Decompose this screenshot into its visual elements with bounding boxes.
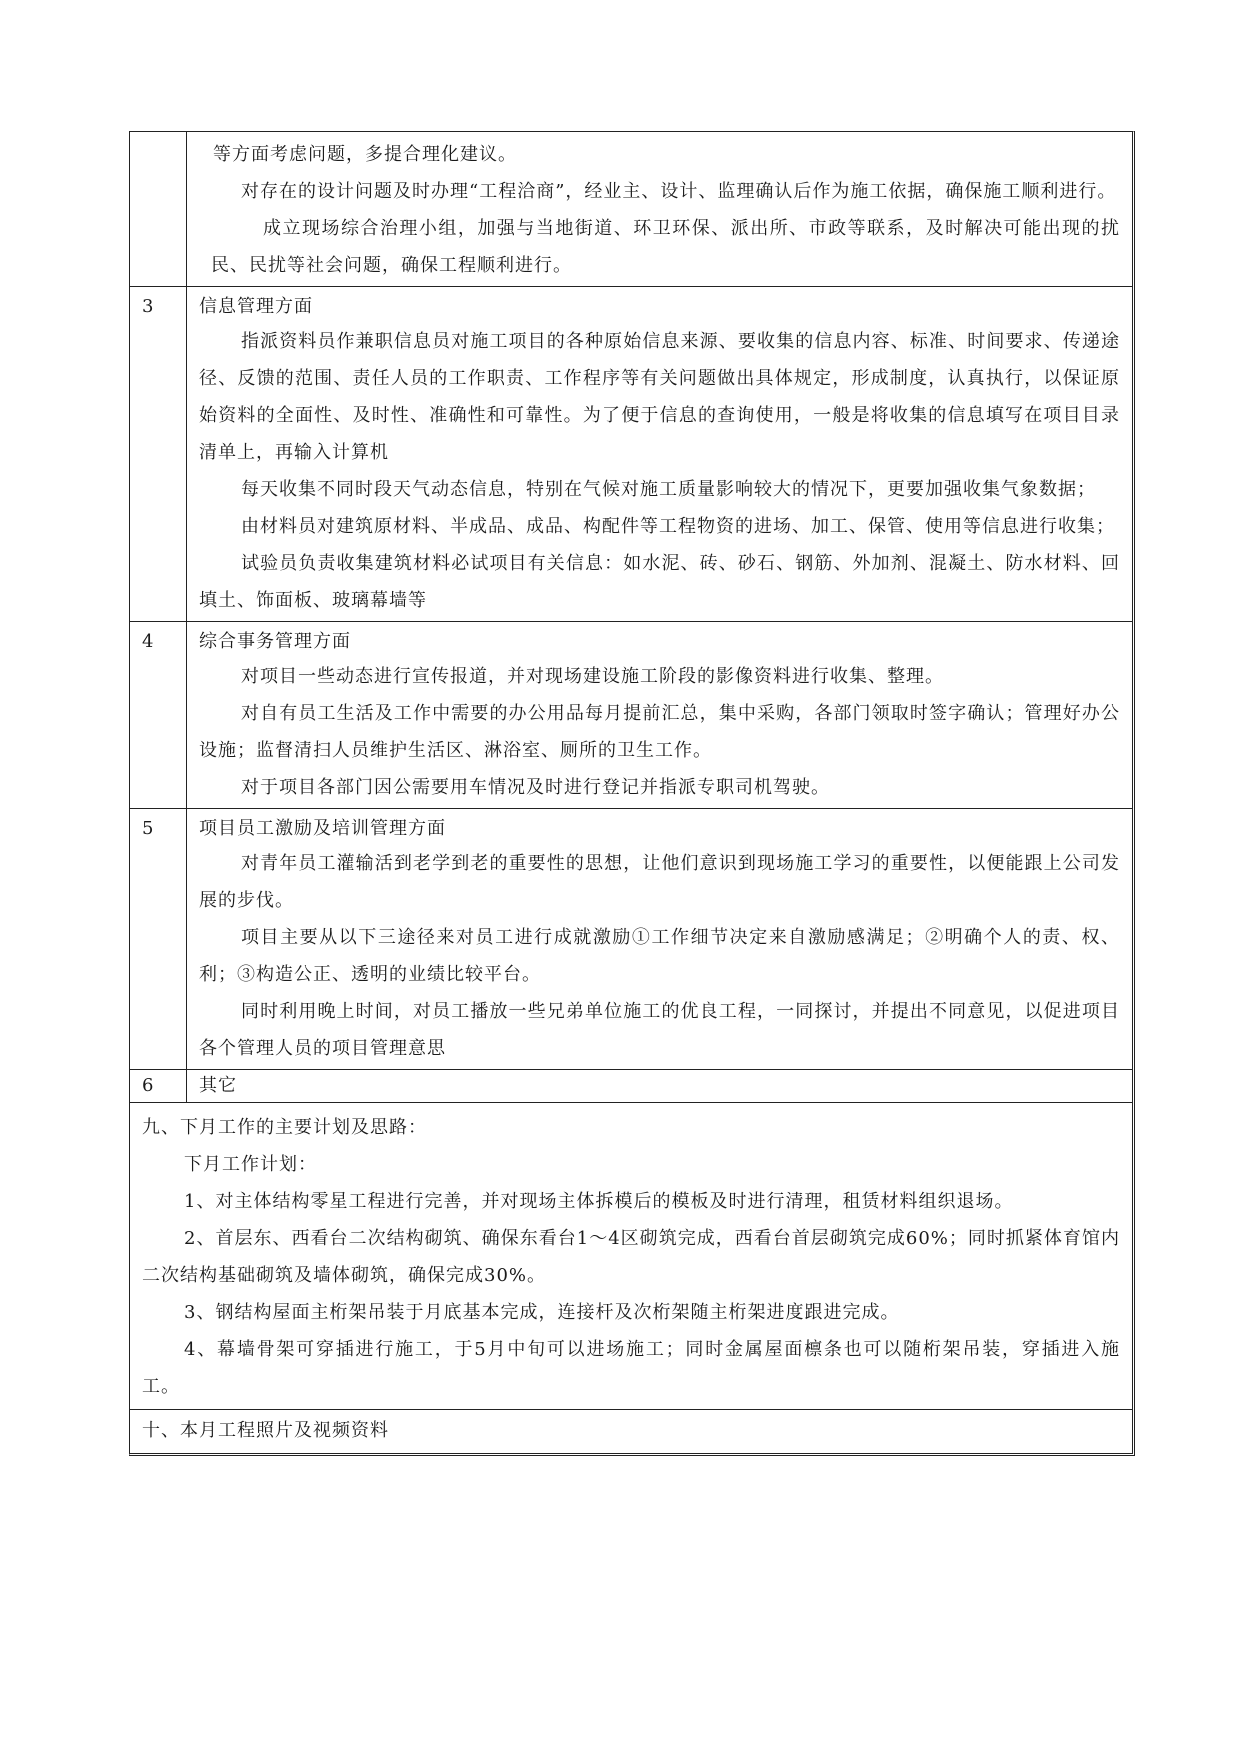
continuation-content [187, 132, 1132, 286]
section-content [187, 809, 1132, 1069]
plan-content [130, 1103, 1132, 1409]
plan-row [130, 1102, 1132, 1409]
paragraph: 成立现场综合治理小组，加强与当地街道、环卫环保、派出所、市政等联系，及时解决可能出现的扰民、民扰等社会问题，确保工程顺利进行。 [211, 218, 1120, 276]
row-number: 3 [130, 287, 187, 621]
report-table [129, 131, 1135, 1456]
row-number-cell [130, 132, 187, 286]
paragraph: 对青年员工灌输活到老学到老的重要性的思想，让他们意识到现场施工学习的重要性，以便能跟上公司发展的步伐。 [199, 853, 1120, 911]
plan-heading: 九、下月工作的主要计划及思路： [142, 1117, 427, 1138]
section-title: 信息管理方面 [199, 296, 313, 317]
paragraph: 每天收集不同时段天气动态信息，特别在气候对施工质量影响较大的情况下，更要加强收集气象数据； [241, 479, 1096, 500]
row-number: 5 [130, 809, 187, 1069]
photos-heading: 十、本月工程照片及视频资料 [142, 1420, 389, 1441]
section-row-4 [130, 621, 1132, 808]
plan-subheading: 下月工作计划： [184, 1154, 317, 1175]
plan-item: 1、对主体结构零星工程进行完善，并对现场主体拆模后的模板及时进行清理，租赁材料组织退场。 [184, 1191, 1014, 1212]
plan-item: 2、首层东、西看台二次结构砌筑、确保东看台1～4区砌筑完成，西看台首层砌筑完成60%；同时抓紧体育馆内二次结构基础砌筑及墙体砌筑，确保完成30%。 [142, 1228, 1120, 1286]
section-content [187, 622, 1132, 808]
section-title: 其它 [199, 1075, 237, 1096]
row-number: 4 [130, 622, 187, 808]
section-row-5 [130, 808, 1132, 1069]
section-row-6 [130, 1069, 1132, 1102]
paragraph: 对于项目各部门因公需要用车情况及时进行登记并指派专职司机驾驶。 [241, 777, 830, 798]
section-title: 综合事务管理方面 [199, 631, 351, 652]
paragraph: 对项目一些动态进行宣传报道，并对现场建设施工阶段的影像资料进行收集、整理。 [241, 666, 944, 687]
section-row-3 [130, 286, 1132, 621]
section-content [187, 287, 1132, 621]
plan-item: 4、幕墙骨架可穿插进行施工，于5月中旬可以进场施工；同时金属屋面檩条也可以随桁架吊装，穿插进入施工。 [142, 1339, 1120, 1397]
paragraph: 由材料员对建筑原材料、半成品、成品、构配件等工程物资的进场、加工、保管、使用等信息进行收集； [241, 516, 1115, 537]
paragraph: 项目主要从以下三途径来对员工进行成就激励①工作细节决定来自激励感满足；②明确个人的责、权、利；③构造公正、透明的业绩比较平台。 [199, 927, 1120, 985]
plan-item: 3、钢结构屋面主桁架吊装于月底基本完成，连接杆及次桁架随主桁架进度跟进完成。 [184, 1302, 900, 1323]
paragraph: 对存在的设计问题及时办理“工程洽商”，经业主、设计、监理确认后作为施工依据，确保施工顺利进行。 [241, 181, 1117, 202]
paragraph: 等方面考虑问题，多提合理化建议。 [213, 144, 517, 165]
paragraph: 指派资料员作兼职信息员对施工项目的各种原始信息来源、要收集的信息内容、标准、时间要求、传递途径、反馈的范围、责任人员的工作职责、工作程序等有关问题做出具体规定，形成制度，认真执行，以保证原始资料的全面性、及时性、准确性和可靠性。为了便于信息的查询使用，一般是将收集的信息填写在项目目录清单上，再输入计算机 [199, 331, 1120, 463]
row-number: 6 [130, 1070, 187, 1102]
paragraph: 试验员负责收集建筑材料必试项目有关信息：如水泥、砖、砂石、钢筋、外加剂、混凝土、防水材料、回填土、饰面板、玻璃幕墙等 [199, 553, 1120, 611]
section-title: 项目员工激励及培训管理方面 [199, 818, 446, 839]
photos-content [130, 1410, 1132, 1453]
photos-row [130, 1409, 1132, 1453]
paragraph: 对自有员工生活及工作中需要的办公用品每月提前汇总，集中采购，各部门领取时签字确认；管理好办公设施；监督清扫人员维护生活区、淋浴室、厕所的卫生工作。 [199, 703, 1120, 761]
continuation-row [130, 132, 1132, 286]
section-content [187, 1070, 1132, 1102]
paragraph: 同时利用晚上时间，对员工播放一些兄弟单位施工的优良工程，一同探讨，并提出不同意见，以促进项目各个管理人员的项目管理意思 [199, 1001, 1120, 1059]
